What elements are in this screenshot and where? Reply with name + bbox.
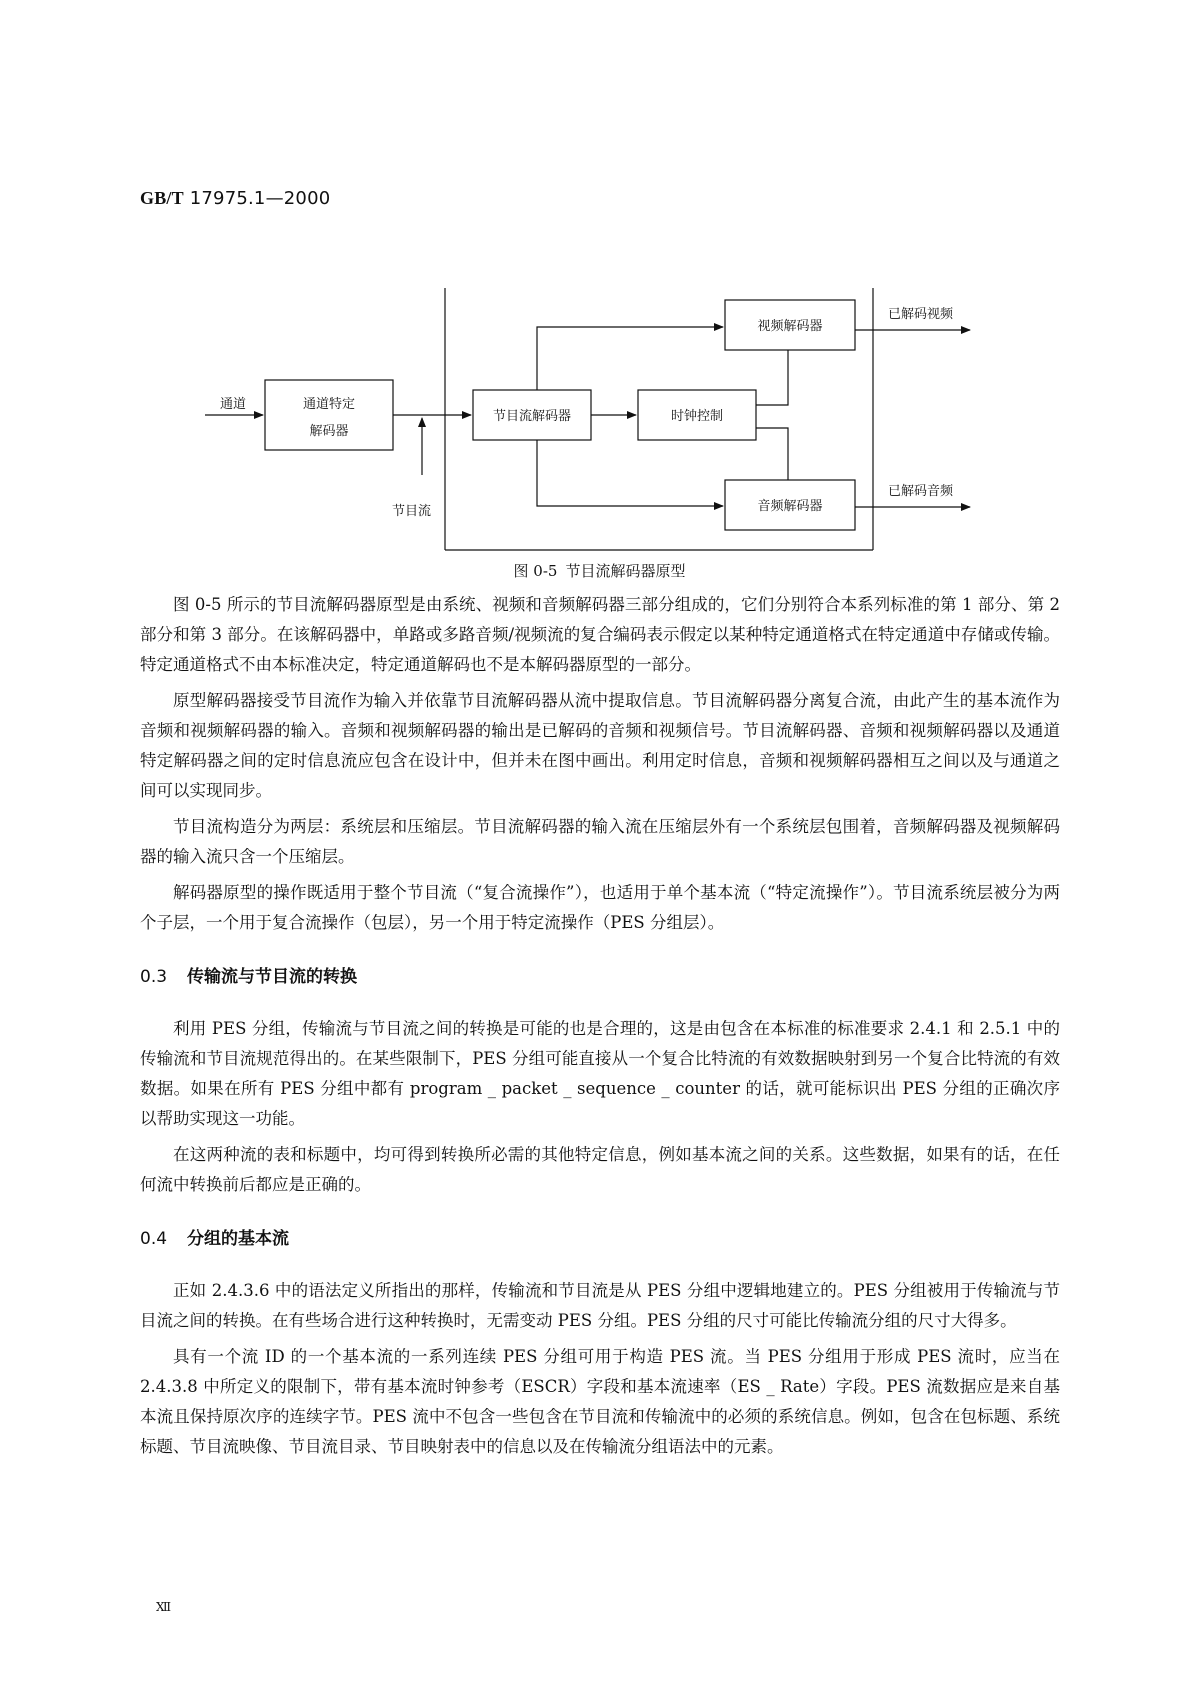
label-ps-decoder: 节目流解码器 bbox=[492, 409, 572, 424]
standard-number: 17975.1—2000 bbox=[189, 188, 331, 209]
label-clock-control: 时钟控制 bbox=[670, 409, 724, 424]
section-number: 0.4 bbox=[140, 1229, 168, 1249]
figure-number: 图 0-5 bbox=[513, 562, 558, 580]
section-heading-0-4 bbox=[140, 1224, 1060, 1254]
box-channel-decoder bbox=[265, 380, 393, 450]
paragraph-2: 原型解码器接受节目流作为输入并依靠节目流解码器从流中提取信息。节目流解码器分离复合流，由此产生的基本流作为音频和视频解码器的输入。音频和视频解码器的输出是已解码的音频和视频信号。节目流解码器、音频和视频解码器以及通道特定解码器之间的定时信息流应包含在设计中，但并未在图中画出。利用定时信息，音频和视频解码器相互之间以及与通道之间可以实现同步。 bbox=[140, 691, 1060, 800]
section-number: 0.3 bbox=[140, 967, 168, 987]
label-input: 通道 bbox=[220, 397, 247, 412]
section-title: 分组的基本流 bbox=[187, 1229, 290, 1249]
arrow-ps-to-audio bbox=[537, 440, 723, 506]
label-video-out: 已解码视频 bbox=[888, 307, 954, 322]
paragraph-3: 节目流构造分为两层：系统层和压缩层。节目流解码器的输入流在压缩层外有一个系统层包围着，音频解码器及视频解码器的输入流只含一个压缩层。 bbox=[140, 817, 1060, 866]
label-audio-out: 已解码音频 bbox=[888, 484, 954, 499]
figure-caption bbox=[0, 560, 1191, 581]
standard-prefix: GB/T bbox=[140, 188, 184, 208]
label-channel-decoder-line2: 解码器 bbox=[309, 424, 349, 439]
page-number: Ⅻ bbox=[156, 1600, 172, 1614]
line-clock-to-video bbox=[756, 350, 788, 405]
program-stream-decoder-diagram bbox=[0, 0, 1191, 560]
paragraph-7: 正如 2.4.3.6 中的语法定义所指出的那样，传输流和节目流是从 PES 分组中逻辑地建立的。PES 分组被用于传输流与节目流之间的转换。在有些场合进行这种转换时，无需变动 PES 分组。PES 分组的尺寸可能比传输流分组的尺寸大得多。 bbox=[140, 1281, 1060, 1330]
body-text bbox=[140, 590, 1060, 1468]
section-title: 传输流与节目流的转换 bbox=[187, 967, 358, 987]
arrow-ps-to-video bbox=[537, 327, 723, 390]
line-clock-to-audio bbox=[756, 428, 788, 480]
paragraph-6: 在这两种流的表和标题中，均可得到转换所必需的其他特定信息，例如基本流之间的关系。这些数据，如果有的话，在任何流中转换前后都应是正确的。 bbox=[140, 1145, 1060, 1194]
label-program-stream: 节目流 bbox=[392, 504, 432, 519]
paragraph-8: 具有一个流 ID 的一个基本流的一系列连续 PES 分组可用于构造 PES 流。当 PES 分组用于形成 PES 流时，应当在 2.4.3.8 中所定义的限制下，带有基本流时钟参考（ESCR）字段和基本流速率（ES _ Rate）字段。PES 流数据应是来自基本流且保持原次序的连续字节。PES 流中不包含一些包含在节目流和传输流中的必须的系统信息。例如，包含在包标题、系统标题、节目流映像、节目流目录、节目映射表中的信息以及在传输流分组语法中的元素。 bbox=[140, 1347, 1060, 1456]
label-channel-decoder-line1: 通道特定 bbox=[302, 397, 356, 412]
section-heading-0-3 bbox=[140, 962, 1060, 992]
paragraph-1: 图 0-5 所示的节目流解码器原型是由系统、视频和音频解码器三部分组成的，它们分别符合本系列标准的第 1 部分、第 2 部分和第 3 部分。在该解码器中，单路或多路音频/视频流的复合编码表示假定以某种特定通道格式在特定通道中存储或传输。特定通道格式不由本标准决定，特定通道解码也不是本解码器原型的一部分。 bbox=[140, 595, 1060, 674]
figure-title: 节目流解码器原型 bbox=[565, 562, 686, 580]
label-audio-decoder: 音频解码器 bbox=[757, 499, 823, 514]
paragraph-4: 解码器原型的操作既适用于整个节目流（“复合流操作”），也适用于单个基本流（“特定流操作”）。节目流系统层被分为两个子层，一个用于复合流操作（包层），另一个用于特定流操作（PES 分组层）。 bbox=[140, 883, 1060, 932]
label-video-decoder: 视频解码器 bbox=[757, 319, 823, 334]
paragraph-5: 利用 PES 分组，传输流与节目流之间的转换是可能的也是合理的，这是由包含在本标准的标准要求 2.4.1 和 2.5.1 中的传输流和节目流规范得出的。在某些限制下，PES 分组可能直接从一个复合比特流的有效数据映射到另一个复合比特流的有效数据。如果在所有 PES 分组中都有 program _ packet _ sequence _ counter 的话，就可能标识出 PES 分组的正确次序以帮助实现这一功能。 bbox=[140, 1019, 1060, 1128]
